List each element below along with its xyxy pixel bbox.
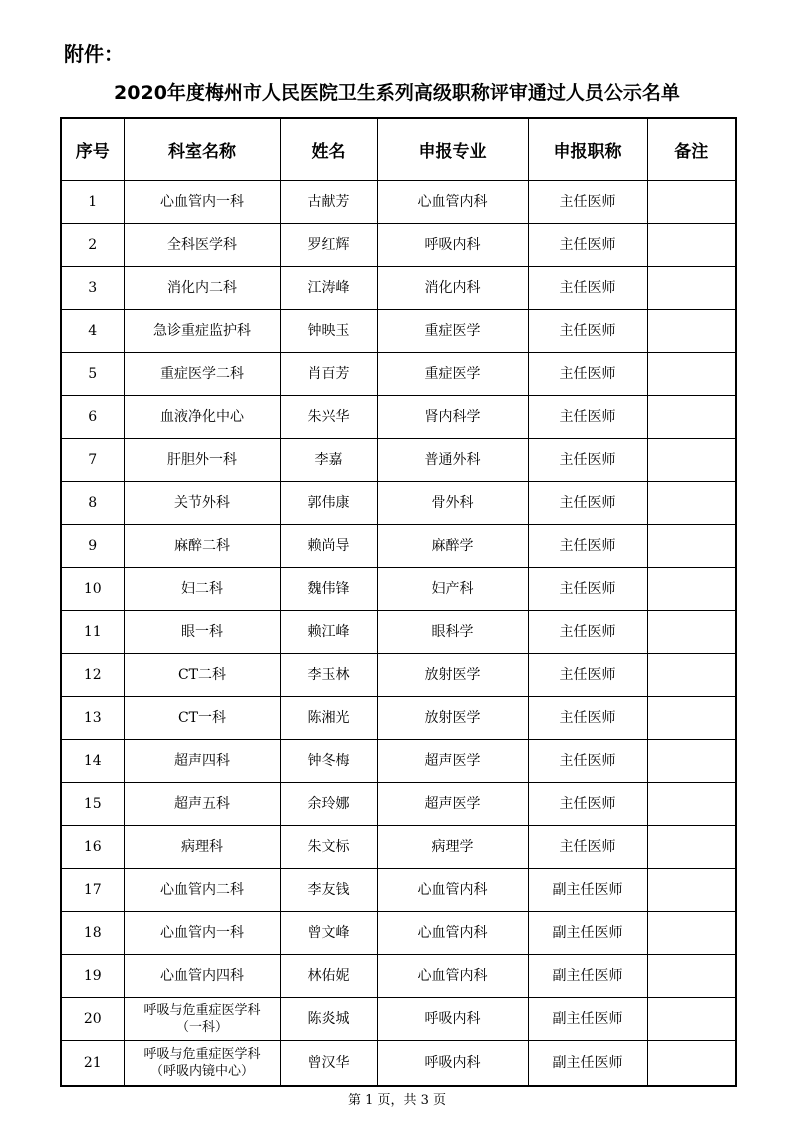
cell-serial-no: 3 <box>61 267 124 310</box>
cell-serial-no: 11 <box>61 611 124 654</box>
cell-title: 主任医师 <box>528 353 647 396</box>
cell-name: 古献芳 <box>280 181 377 224</box>
cell-note <box>647 267 736 310</box>
table-row <box>61 568 736 611</box>
cell-title: 主任医师 <box>528 181 647 224</box>
cell-name: 李嘉 <box>280 439 377 482</box>
cell-specialty: 普通外科 <box>377 439 528 482</box>
cell-title: 副主任医师 <box>528 869 647 912</box>
cell-serial-no: 1 <box>61 181 124 224</box>
cell-note <box>647 224 736 267</box>
cell-title: 主任医师 <box>528 568 647 611</box>
table-body <box>61 181 736 1087</box>
table-row <box>61 224 736 267</box>
cell-note <box>647 783 736 826</box>
cell-note <box>647 482 736 525</box>
cell-name: 李玉林 <box>280 654 377 697</box>
cell-specialty: 病理学 <box>377 826 528 869</box>
cell-specialty: 重症医学 <box>377 353 528 396</box>
cell-department: 妇二科 <box>124 568 280 611</box>
document-title: 2020年度梅州市人民医院卫生系列高级职称评审通过人员公示名单 <box>114 82 680 104</box>
cell-department: 心血管内四科 <box>124 955 280 998</box>
cell-title: 副主任医师 <box>528 998 647 1041</box>
cell-serial-no: 13 <box>61 697 124 740</box>
column-header-note: 备注 <box>647 118 736 181</box>
cell-name: 曾文峰 <box>280 912 377 955</box>
table-row <box>61 697 736 740</box>
cell-specialty: 放射医学 <box>377 697 528 740</box>
cell-note <box>647 869 736 912</box>
cell-serial-no: 9 <box>61 525 124 568</box>
cell-name: 钟映玉 <box>280 310 377 353</box>
table-row <box>61 611 736 654</box>
cell-title: 主任医师 <box>528 439 647 482</box>
cell-note <box>647 525 736 568</box>
cell-title: 主任医师 <box>528 310 647 353</box>
cell-note <box>647 181 736 224</box>
personnel-table <box>60 117 737 1087</box>
column-header-specialty: 申报专业 <box>377 118 528 181</box>
cell-title: 主任医师 <box>528 611 647 654</box>
table-row <box>61 826 736 869</box>
cell-name: 林佑妮 <box>280 955 377 998</box>
cell-serial-no: 14 <box>61 740 124 783</box>
table-row <box>61 998 736 1041</box>
cell-serial-no: 8 <box>61 482 124 525</box>
cell-title: 主任医师 <box>528 783 647 826</box>
cell-specialty: 肾内科学 <box>377 396 528 439</box>
cell-department: 肝胆外一科 <box>124 439 280 482</box>
cell-title: 副主任医师 <box>528 1041 647 1087</box>
table-row <box>61 310 736 353</box>
cell-serial-no: 12 <box>61 654 124 697</box>
table-row <box>61 439 736 482</box>
table-row <box>61 181 736 224</box>
table-row <box>61 740 736 783</box>
cell-name: 朱文标 <box>280 826 377 869</box>
table-row <box>61 912 736 955</box>
cell-note <box>647 697 736 740</box>
cell-title: 主任医师 <box>528 826 647 869</box>
cell-serial-no: 2 <box>61 224 124 267</box>
cell-department: 心血管内一科 <box>124 912 280 955</box>
cell-specialty: 骨外科 <box>377 482 528 525</box>
cell-department: 心血管内二科 <box>124 869 280 912</box>
cell-department: CT二科 <box>124 654 280 697</box>
cell-serial-no: 17 <box>61 869 124 912</box>
cell-note <box>647 396 736 439</box>
cell-name: 曾汉华 <box>280 1041 377 1087</box>
cell-title: 副主任医师 <box>528 955 647 998</box>
table-row <box>61 353 736 396</box>
cell-title: 主任医师 <box>528 740 647 783</box>
table-row <box>61 396 736 439</box>
cell-specialty: 放射医学 <box>377 654 528 697</box>
cell-serial-no: 4 <box>61 310 124 353</box>
cell-title: 主任医师 <box>528 654 647 697</box>
cell-department: 超声五科 <box>124 783 280 826</box>
cell-note <box>647 439 736 482</box>
cell-specialty: 呼吸内科 <box>377 998 528 1041</box>
cell-title: 主任医师 <box>528 396 647 439</box>
column-header-no: 序号 <box>61 118 124 181</box>
cell-serial-no: 19 <box>61 955 124 998</box>
cell-name: 肖百芳 <box>280 353 377 396</box>
cell-name: 陈炎城 <box>280 998 377 1041</box>
attachment-label: 附件： <box>64 42 124 66</box>
cell-serial-no: 10 <box>61 568 124 611</box>
cell-serial-no: 15 <box>61 783 124 826</box>
cell-serial-no: 18 <box>61 912 124 955</box>
cell-department: 急诊重症监护科 <box>124 310 280 353</box>
cell-name: 朱兴华 <box>280 396 377 439</box>
cell-note <box>647 1041 736 1087</box>
cell-department: 全科医学科 <box>124 224 280 267</box>
cell-department: 血液净化中心 <box>124 396 280 439</box>
cell-specialty: 重症医学 <box>377 310 528 353</box>
cell-name: 钟冬梅 <box>280 740 377 783</box>
cell-serial-no: 5 <box>61 353 124 396</box>
page-number: 第 1 页，共 3 页 <box>347 1093 447 1108</box>
cell-department: 重症医学二科 <box>124 353 280 396</box>
cell-specialty: 呼吸内科 <box>377 1041 528 1087</box>
column-header-title: 申报职称 <box>528 118 647 181</box>
cell-title: 主任医师 <box>528 482 647 525</box>
cell-name: 赖尚导 <box>280 525 377 568</box>
cell-serial-no: 21 <box>61 1041 124 1087</box>
cell-serial-no: 16 <box>61 826 124 869</box>
cell-note <box>647 353 736 396</box>
cell-department: 呼吸与危重症医学科 （一科） <box>124 998 280 1041</box>
table-row <box>61 482 736 525</box>
table-row <box>61 525 736 568</box>
cell-note <box>647 912 736 955</box>
cell-specialty: 心血管内科 <box>377 869 528 912</box>
cell-title: 主任医师 <box>528 267 647 310</box>
table-row <box>61 869 736 912</box>
table-row <box>61 955 736 998</box>
cell-title: 主任医师 <box>528 224 647 267</box>
cell-note <box>647 310 736 353</box>
cell-name: 陈湘光 <box>280 697 377 740</box>
table-row <box>61 654 736 697</box>
table-row <box>61 783 736 826</box>
cell-department: 超声四科 <box>124 740 280 783</box>
cell-department: 呼吸与危重症医学科 （呼吸内镜中心） <box>124 1041 280 1087</box>
cell-note <box>647 740 736 783</box>
table-row <box>61 1041 736 1087</box>
cell-name: 郭伟康 <box>280 482 377 525</box>
cell-department: 心血管内一科 <box>124 181 280 224</box>
cell-note <box>647 654 736 697</box>
cell-specialty: 呼吸内科 <box>377 224 528 267</box>
cell-specialty: 心血管内科 <box>377 955 528 998</box>
cell-note <box>647 826 736 869</box>
cell-department: 麻醉二科 <box>124 525 280 568</box>
cell-note <box>647 568 736 611</box>
cell-name: 江涛峰 <box>280 267 377 310</box>
cell-title: 副主任医师 <box>528 912 647 955</box>
cell-serial-no: 7 <box>61 439 124 482</box>
cell-name: 赖江峰 <box>280 611 377 654</box>
cell-specialty: 麻醉学 <box>377 525 528 568</box>
cell-specialty: 心血管内科 <box>377 912 528 955</box>
table-header-row <box>61 118 736 181</box>
cell-department: 消化内二科 <box>124 267 280 310</box>
cell-department: CT一科 <box>124 697 280 740</box>
cell-department: 关节外科 <box>124 482 280 525</box>
cell-department: 眼一科 <box>124 611 280 654</box>
cell-specialty: 超声医学 <box>377 783 528 826</box>
column-header-dept: 科室名称 <box>124 118 280 181</box>
cell-serial-no: 20 <box>61 998 124 1041</box>
cell-name: 余玲娜 <box>280 783 377 826</box>
cell-specialty: 超声医学 <box>377 740 528 783</box>
cell-specialty: 心血管内科 <box>377 181 528 224</box>
cell-note <box>647 998 736 1041</box>
cell-note <box>647 611 736 654</box>
column-header-name: 姓名 <box>280 118 377 181</box>
cell-specialty: 消化内科 <box>377 267 528 310</box>
cell-specialty: 妇产科 <box>377 568 528 611</box>
table-row <box>61 267 736 310</box>
cell-specialty: 眼科学 <box>377 611 528 654</box>
cell-name: 李友钱 <box>280 869 377 912</box>
cell-name: 魏伟锋 <box>280 568 377 611</box>
cell-note <box>647 955 736 998</box>
cell-title: 主任医师 <box>528 525 647 568</box>
cell-name: 罗红辉 <box>280 224 377 267</box>
cell-title: 主任医师 <box>528 697 647 740</box>
cell-serial-no: 6 <box>61 396 124 439</box>
cell-department: 病理科 <box>124 826 280 869</box>
